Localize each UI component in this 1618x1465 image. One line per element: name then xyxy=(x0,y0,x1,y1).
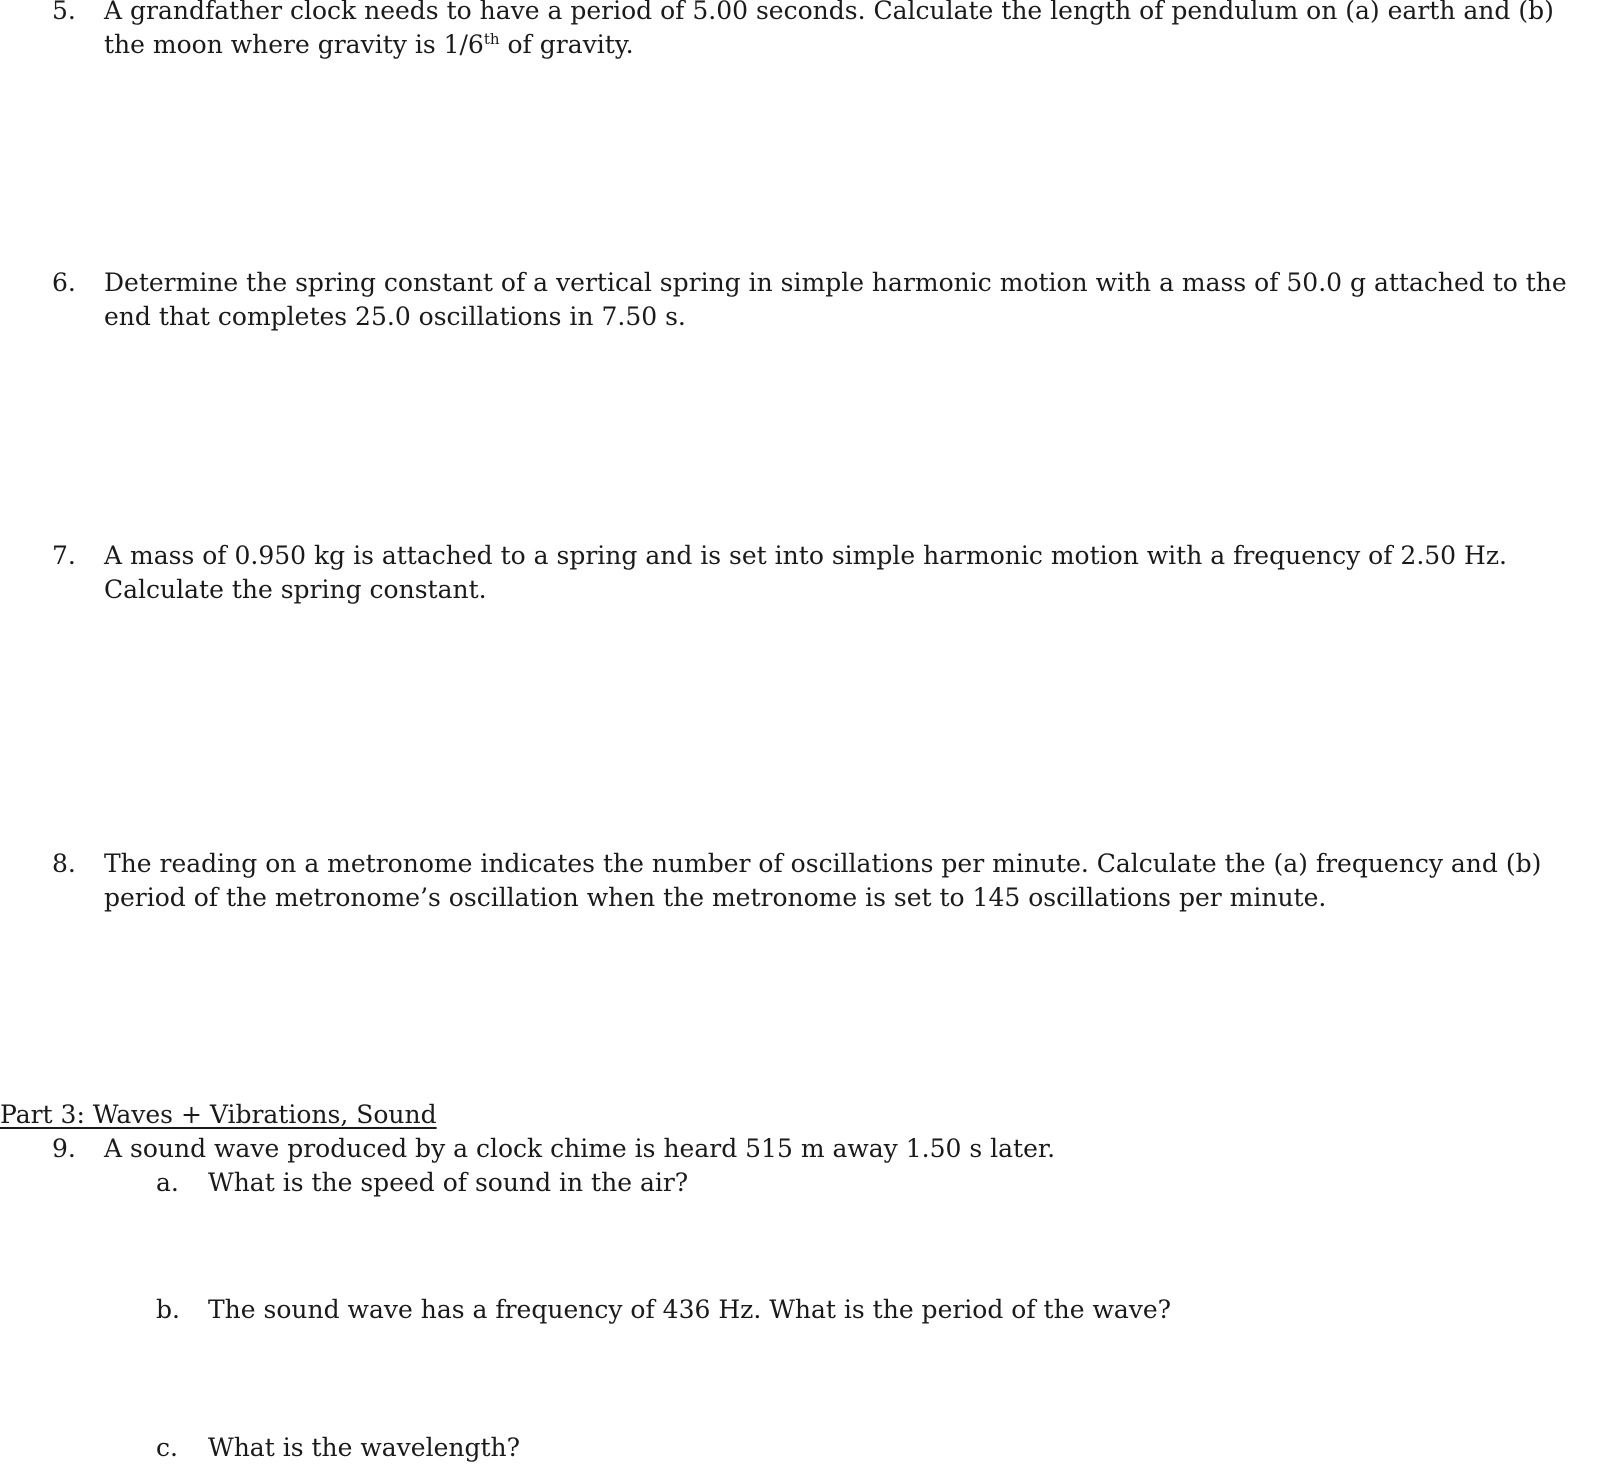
question-number: 5. xyxy=(52,0,76,25)
question-text: A sound wave produced by a clock chime is heard 515 m away 1.50 s later. xyxy=(104,1134,1056,1163)
superscript: th xyxy=(483,30,500,48)
question-text: A mass of 0.950 kg is attached to a spring and is set into simple harmonic motion with a frequency of 2.50 Hz. Calculate the spring constant. xyxy=(104,541,1507,604)
question-text: A grandfather clock needs to have a period of 5.00 seconds. Calculate the length of pendulum on (a) earth and (b) the moon where gravity is 1/6th of gravity. xyxy=(104,0,1554,59)
subquestion-text: The sound wave has a frequency of 436 Hz. What is the period of the wave? xyxy=(208,1295,1172,1324)
subquestion-letter: c. xyxy=(156,1433,178,1462)
question-number: 6. xyxy=(52,268,76,297)
question-number: 8. xyxy=(52,849,76,878)
question-number: 9. xyxy=(52,1134,76,1163)
section-heading: Part 3: Waves + Vibrations, Sound xyxy=(0,1100,437,1129)
subquestion-letter: b. xyxy=(156,1295,180,1324)
question-number: 7. xyxy=(52,541,76,570)
question-text: Determine the spring constant of a vertical spring in simple harmonic motion with a mass of 50.0 g attached to the end that completes 25.0 oscillations in 7.50 s. xyxy=(104,268,1567,331)
subquestion-text: What is the wavelength? xyxy=(208,1433,521,1462)
question-text: The reading on a metronome indicates the number of oscillations per minute. Calculate the (a) frequency and (b) period of the metronome’s oscillation when the metronome is set to 145 oscillations per minute. xyxy=(104,849,1542,912)
subquestion-text: What is the speed of sound in the air? xyxy=(208,1168,689,1197)
subquestion-letter: a. xyxy=(156,1168,179,1197)
